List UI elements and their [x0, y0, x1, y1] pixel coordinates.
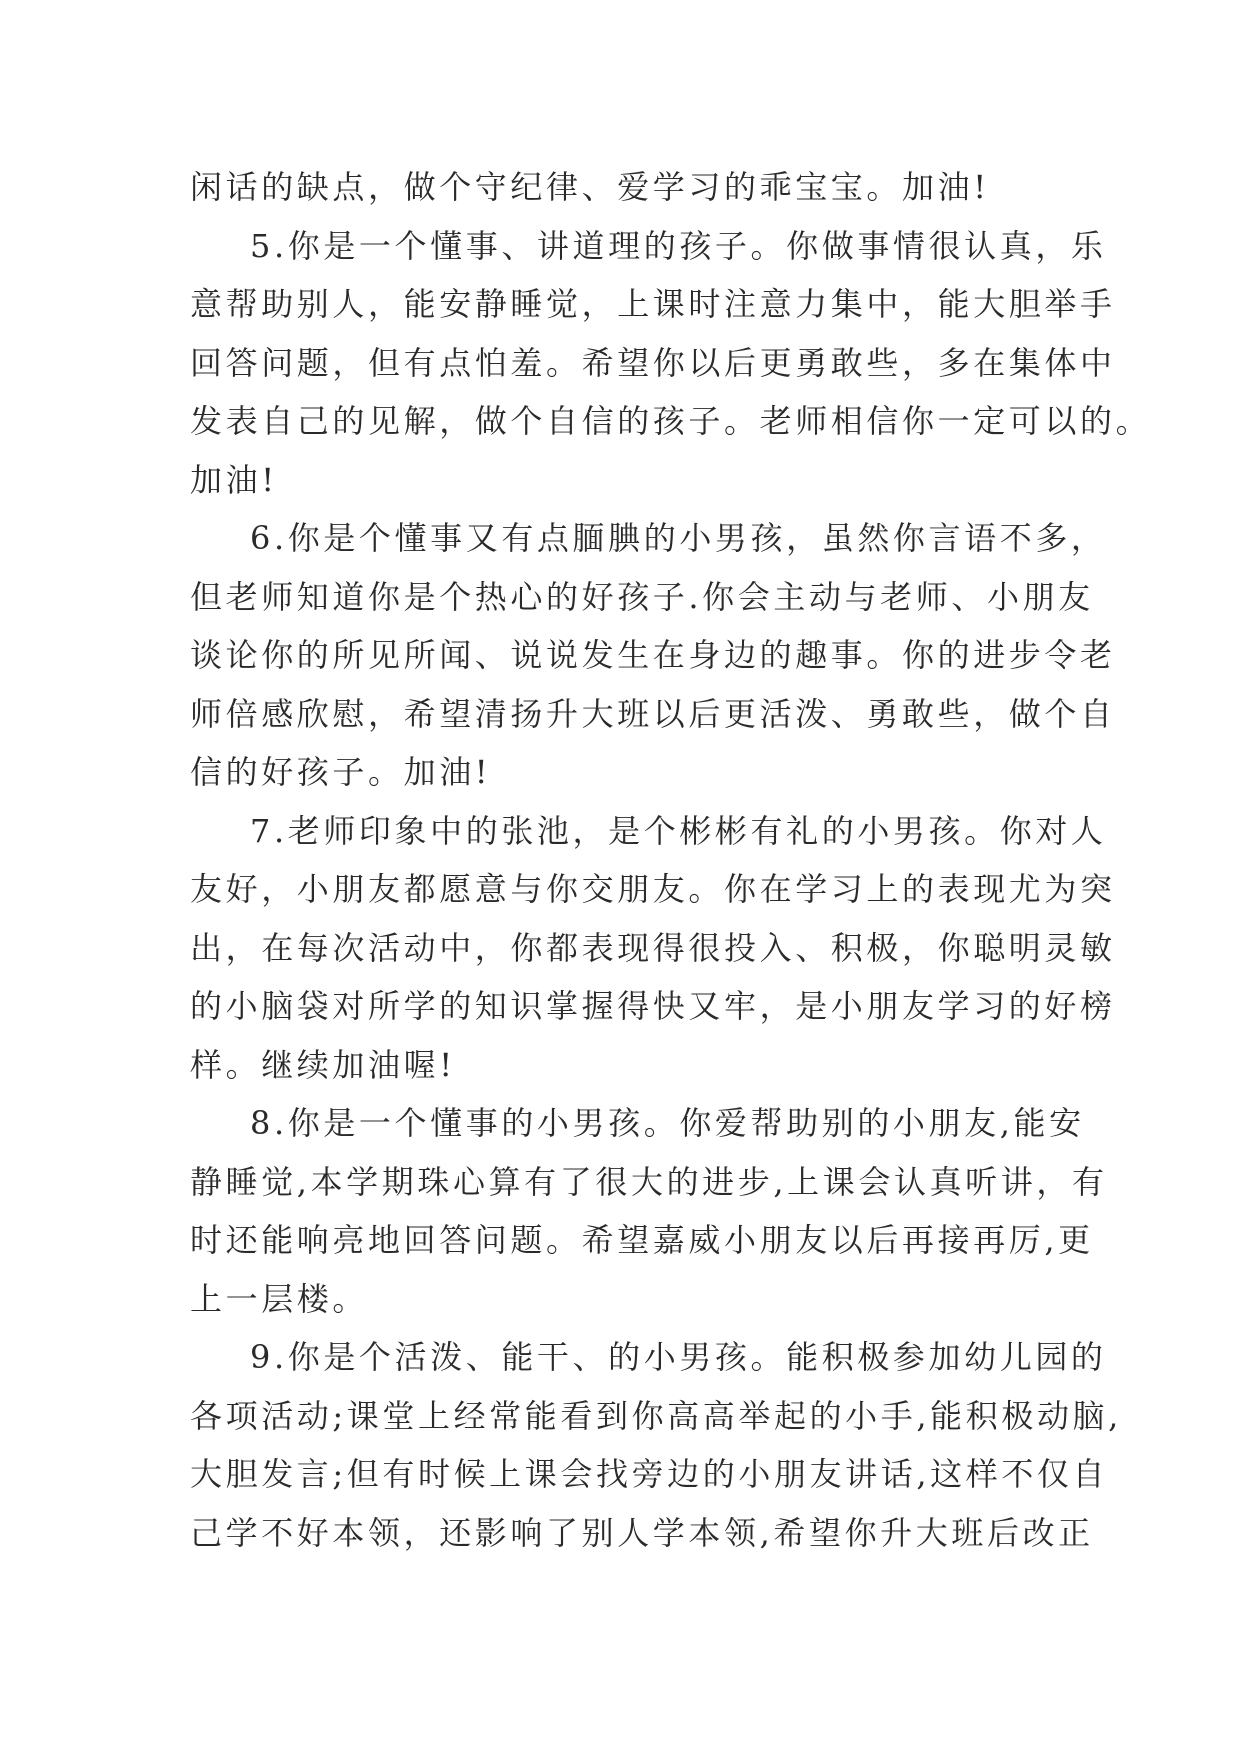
text-line: 但老师知道你是个热心的好孩子.你会主动与老师、小朋友 [190, 577, 1094, 616]
text-line-paragraph-7: 7.老师印象中的张池，是个彬彬有礼的小男孩。你对人 [250, 811, 1107, 850]
text-line: 闲话的缺点，做个守纪律、爱学习的乖宝宝。加油! [190, 168, 990, 206]
text-line: 回答问题，但有点怕羞。希望你以后更勇敢些，多在集体中 [190, 343, 1116, 382]
text-line: 友好，小朋友都愿意与你交朋友。你在学习上的表现尤为突 [190, 870, 1116, 908]
text-line: 信的好孩子。加油! [190, 753, 492, 791]
document-body [190, 158, 1152, 1562]
text-line: 各项活动;课堂上经常能看到你高高举起的小手,能积极动脑, [190, 1396, 1122, 1435]
text-line: 意帮助别人，能安静睡觉，上课时注意力集中，能大胆举手 [190, 285, 1116, 323]
text-line-paragraph-8: 8.你是一个懂事的小男孩。你爱帮助别的小朋友,能安 [250, 1104, 1085, 1142]
text-line: 加油! [190, 460, 278, 499]
text-line: 己学不好本领，还影响了别人学本领,希望你升大班后改正 [190, 1513, 1094, 1552]
text-line: 大胆发言;但有时候上课会找旁边的小朋友讲话,这样不仅自 [190, 1455, 1109, 1493]
text-line: 出，在每次活动中，你都表现得很投入、积极，你聪明灵敏 [190, 928, 1116, 967]
text-line-paragraph-5: 5.你是一个懂事、讲道理的孩子。你做事情很认真，乐 [250, 226, 1107, 265]
text-line: 静睡觉,本学期珠心算有了很大的进步,上课会认真听讲，有 [190, 1162, 1108, 1201]
text-line-paragraph-9: 9.你是个活泼、能干、的小男孩。能积极参加幼儿园的 [250, 1338, 1107, 1376]
text-line: 样。继续加油喔! [190, 1045, 456, 1084]
text-line-paragraph-6: 6.你是个懂事又有点腼腆的小男孩，虽然你言语不多， [250, 519, 1107, 557]
text-line: 上一层楼。 [190, 1279, 369, 1318]
text-line: 的小脑袋对所学的知识掌握得快又牢，是小朋友学习的好榜 [190, 987, 1116, 1025]
text-line: 发表自己的见解，做个自信的孩子。老师相信你一定可以的。 [190, 402, 1152, 440]
text-line: 师倍感欣慰，希望清扬升大班以后更活泼、勇敢些，做个自 [190, 694, 1116, 733]
text-line: 时还能响亮地回答问题。希望嘉威小朋友以后再接再厉,更 [190, 1221, 1094, 1259]
text-line: 谈论你的所见所闻、说说发生在身边的趣事。你的进步令老 [190, 636, 1116, 674]
